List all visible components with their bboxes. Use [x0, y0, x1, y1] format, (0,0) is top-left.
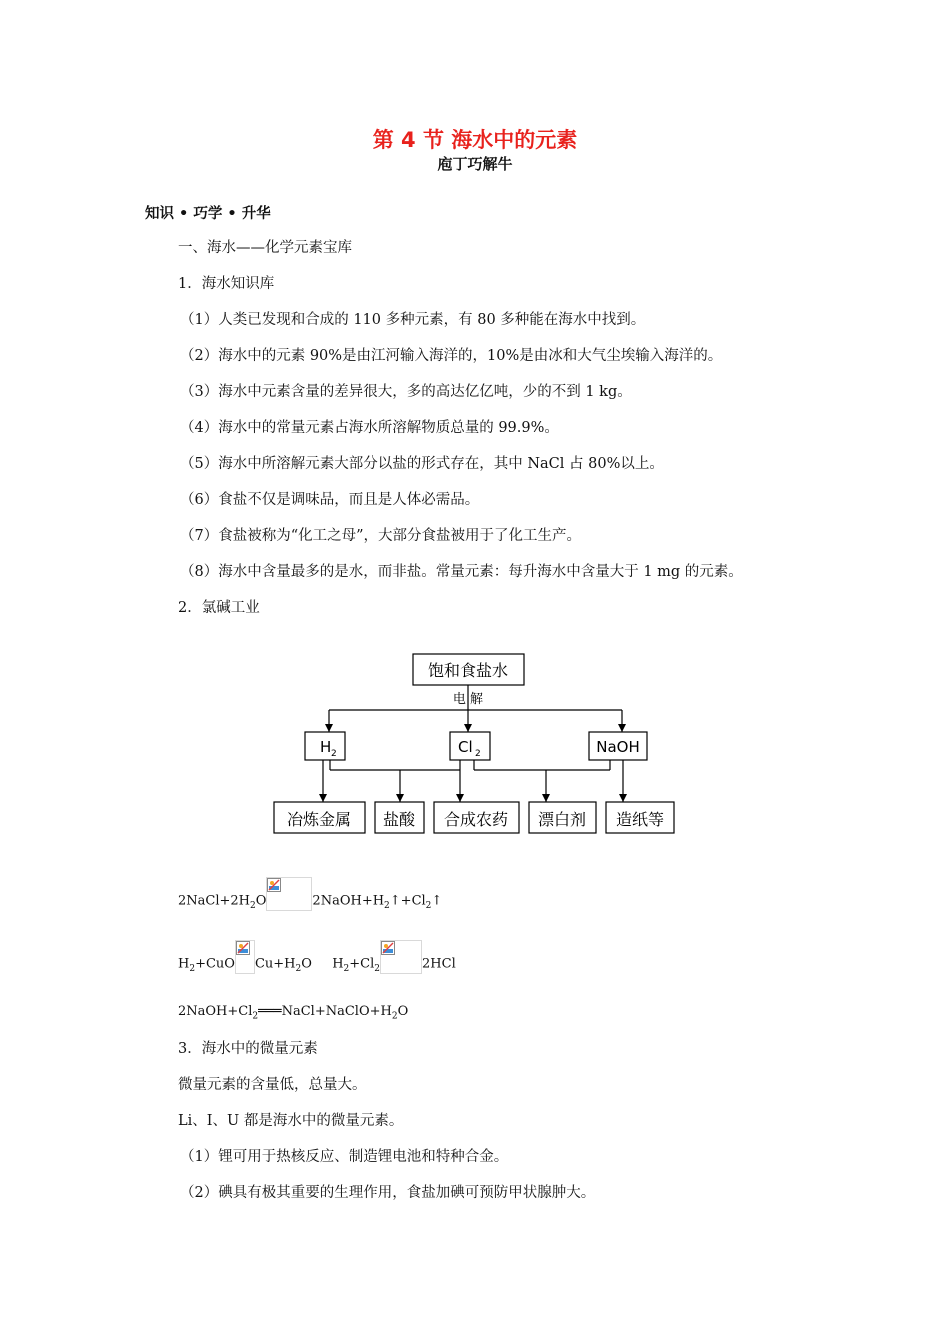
equation-1: $2NaCl+2H_2O$ $2NaOH+H_2↑+Cl_2↑$: [178, 877, 442, 911]
label-h-sub: 2: [331, 749, 337, 759]
fact-6: （6）食盐不仅是调味品，而且是人体必需品。: [180, 492, 480, 508]
fact-1: （1）人类已发现和合成的 110 多种元素，有 80 多种能在海水中找到。: [180, 312, 646, 328]
equation-3: $2NaOH+Cl_2═══NaCl+NaClO+H_2O$: [178, 1004, 409, 1022]
broken-image-icon: [380, 940, 422, 974]
label-pesticide: 合成农药: [443, 810, 509, 829]
label-h: H: [320, 738, 332, 756]
label-metal: 冶炼金属: [286, 810, 352, 829]
section-heading: 知识 • 巧学 • 升华: [145, 206, 271, 222]
label-cl: Cl: [458, 738, 473, 756]
fact-5: （5）海水中所溶解元素大部分以盐的形式存在，其中 NaCl 占 80%以上。: [180, 456, 664, 472]
chlor-alkali-diagram: [260, 648, 690, 848]
sub1-title: 1．海水知识库: [178, 276, 275, 292]
fact-3: （3）海水中元素含量的差异很大，多的高达亿亿吨，少的不到 1 kg。: [180, 384, 632, 400]
fact-7: （7）食盐被称为“化工之母”，大部分食盐被用于了化工生产。: [180, 528, 582, 544]
fact-4: （4）海水中的常量元素占海水所溶解物质总量的 99.9%。: [180, 420, 559, 436]
label-electrolysis: 电 解: [452, 692, 484, 707]
equation-2: $H_2+CuO$ $Cu+H_2O$ $H_2+Cl_2$ 2HCl: [178, 940, 456, 974]
broken-image-icon: [235, 940, 255, 974]
label-brine: 饱和食盐水: [427, 661, 509, 680]
label-cl-sub: 2: [475, 749, 481, 759]
trace-line-1: 微量元素的含量低，总量大。: [178, 1077, 367, 1093]
label-naoh: NaOH: [596, 738, 640, 756]
page-subtitle: 庖丁巧解牛: [437, 155, 513, 173]
label-paper: 造纸等: [615, 810, 665, 829]
part1-title: 一、海水——化学元素宝库: [178, 240, 352, 256]
fact-2: （2）海水中的元素 90%是由江河输入海洋的，10%是由冰和大气尘埃输入海洋的。: [180, 348, 723, 364]
trace-line-2: Li、I、U 都是海水中的微量元素。: [178, 1113, 404, 1129]
broken-image-icon: [266, 877, 312, 911]
sub2-title: 2．氯碱工业: [178, 600, 260, 616]
trace-line-4: （2）碘具有极其重要的生理作用，食盐加碘可预防甲状腺肿大。: [180, 1185, 596, 1201]
trace-line-3: （1）锂可用于热核反应、制造锂电池和特种合金。: [180, 1149, 509, 1165]
fact-8: （8）海水中含量最多的是水，而非盐。常量元素：每升海水中含量大于 1 mg 的元素。: [180, 564, 743, 580]
label-hcl: 盐酸: [382, 810, 416, 829]
sub3-title: 3．海水中的微量元素: [178, 1041, 318, 1057]
label-bleach: 漂白剂: [537, 810, 587, 829]
page-title: 第 4 节 海水中的元素: [372, 128, 578, 152]
